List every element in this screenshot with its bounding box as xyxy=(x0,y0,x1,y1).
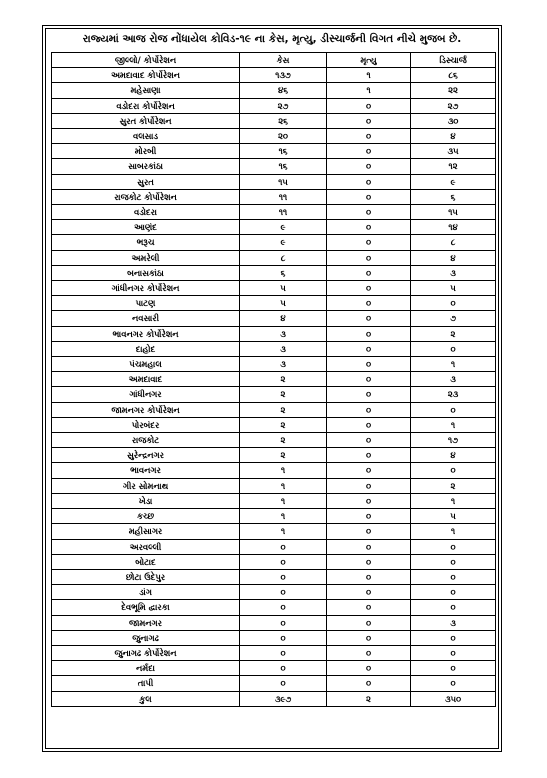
cell-cases: ૦ xyxy=(240,554,327,569)
table-row xyxy=(52,281,496,296)
cell-cases: ૨ xyxy=(240,448,327,463)
table-row xyxy=(52,235,496,250)
table-row xyxy=(52,220,496,235)
table-row xyxy=(52,402,496,417)
cell-discharged: ૨૭ xyxy=(411,98,496,113)
cell-deaths: ૦ xyxy=(327,554,411,569)
cell-discharged: ૦ xyxy=(411,463,496,478)
table-row xyxy=(52,433,496,448)
cell-discharged: ૨ xyxy=(411,478,496,493)
cell-district: સુરત xyxy=(52,174,240,189)
cell-discharged: ૦ xyxy=(411,539,496,554)
cell-deaths: ૦ xyxy=(327,250,411,265)
cell-deaths: ૦ xyxy=(327,493,411,508)
cell-deaths: ૦ xyxy=(327,235,411,250)
cell-district: ભાવનગર xyxy=(52,463,240,478)
cell-cases: ૮ xyxy=(240,250,327,265)
cell-deaths: ૦ xyxy=(327,296,411,311)
cell-deaths: ૦ xyxy=(327,433,411,448)
table-row xyxy=(52,144,496,159)
cell-district: દેવભૂમિ દ્વારકા xyxy=(52,600,240,615)
cell-discharged: ૭ xyxy=(411,311,496,326)
cell-discharged: ૦ xyxy=(411,645,496,660)
cell-discharged: ૩ xyxy=(411,372,496,387)
cell-deaths: ૦ xyxy=(327,281,411,296)
cell-cases: ૦ xyxy=(240,661,327,676)
cell-cases: ૧૩૭ xyxy=(240,68,327,83)
cell-district: જુનાગઢ xyxy=(52,630,240,645)
cell-discharged: ૪ xyxy=(411,129,496,144)
cell-district: બનાસકાંઠા xyxy=(52,265,240,280)
cell-deaths: ૦ xyxy=(327,265,411,280)
cell-deaths: ૦ xyxy=(327,630,411,645)
cell-deaths: ૦ xyxy=(327,615,411,630)
table-header-row xyxy=(52,53,496,68)
table-row xyxy=(52,372,496,387)
cell-discharged: ૦ xyxy=(411,676,496,691)
cell-district: મોરબી xyxy=(52,144,240,159)
cell-cases: ૫ xyxy=(240,281,327,296)
cell-discharged: ૧૪ xyxy=(411,220,496,235)
cell-discharged: ૩૫ xyxy=(411,144,496,159)
cell-cases: ૦ xyxy=(240,600,327,615)
cell-district: કચ્છ xyxy=(52,509,240,524)
cell-cases: ૨ xyxy=(240,417,327,432)
cell-deaths: ૦ xyxy=(327,417,411,432)
table-row xyxy=(52,478,496,493)
cell-discharged: ૬ xyxy=(411,189,496,204)
cell-deaths: ૦ xyxy=(327,144,411,159)
total-deaths: ૨ xyxy=(327,691,411,706)
cell-district: નર્મદા xyxy=(52,661,240,676)
table-row xyxy=(52,113,496,128)
cell-deaths: ૦ xyxy=(327,645,411,660)
cell-discharged: ૦ xyxy=(411,341,496,356)
table-row xyxy=(52,645,496,660)
total-label: કુલ xyxy=(52,691,240,706)
cell-deaths: ૦ xyxy=(327,113,411,128)
cell-district: નવસારી xyxy=(52,311,240,326)
cell-district: જુનાગઢ કોર્પોરેશન xyxy=(52,645,240,660)
table-row xyxy=(52,129,496,144)
cell-deaths: ૦ xyxy=(327,524,411,539)
cell-district: પંચમહાલ xyxy=(52,357,240,372)
total-discharged: ૩૫૦ xyxy=(411,691,496,706)
cell-district: જામનગર કોર્પોરેશન xyxy=(52,402,240,417)
cell-cases: ૧૬ xyxy=(240,144,327,159)
cell-cases: ૩ xyxy=(240,326,327,341)
table-row xyxy=(52,98,496,113)
cell-discharged: ૧ xyxy=(411,357,496,372)
cell-discharged: ૦ xyxy=(411,569,496,584)
cell-deaths: ૦ xyxy=(327,357,411,372)
cell-discharged: ૩૦ xyxy=(411,113,496,128)
cell-deaths: ૦ xyxy=(327,311,411,326)
table-row xyxy=(52,676,496,691)
table-row xyxy=(52,600,496,615)
cell-deaths: ૧ xyxy=(327,83,411,98)
total-cases: ૩૯૭ xyxy=(240,691,327,706)
cell-deaths: ૦ xyxy=(327,585,411,600)
cell-discharged: ૨૩ xyxy=(411,387,496,402)
cell-discharged: ૫ xyxy=(411,281,496,296)
table-row xyxy=(52,326,496,341)
cell-district: સુરત કોર્પોરેશન xyxy=(52,113,240,128)
cell-cases: ૬ xyxy=(240,265,327,280)
table-row xyxy=(52,341,496,356)
table-row xyxy=(52,189,496,204)
cell-discharged: ૩ xyxy=(411,615,496,630)
table-row xyxy=(52,387,496,402)
cell-discharged: ૪ xyxy=(411,250,496,265)
cell-deaths: ૦ xyxy=(327,372,411,387)
cell-discharged: ૦ xyxy=(411,600,496,615)
cell-discharged: ૯ xyxy=(411,174,496,189)
header-district: જીલ્લો/ કોર્પોરેશન xyxy=(52,53,240,68)
cell-cases: ૧ xyxy=(240,493,327,508)
table-row xyxy=(52,448,496,463)
cell-cases: ૦ xyxy=(240,585,327,600)
cell-cases: ૧૧ xyxy=(240,205,327,220)
cell-deaths: ૦ xyxy=(327,341,411,356)
cell-cases: ૧ xyxy=(240,524,327,539)
table-body xyxy=(52,68,496,691)
table-row xyxy=(52,585,496,600)
cell-cases: ૨ xyxy=(240,402,327,417)
cell-district: ગીર સોમનાથ xyxy=(52,478,240,493)
cell-deaths: ૦ xyxy=(327,387,411,402)
cell-district: અમદાવાદ xyxy=(52,372,240,387)
table-row xyxy=(52,615,496,630)
table-row xyxy=(52,174,496,189)
cell-deaths: ૦ xyxy=(327,600,411,615)
cell-district: ગાંધીનગર xyxy=(52,387,240,402)
table-row xyxy=(52,83,496,98)
header-discharged: ડિસ્ચાર્જ xyxy=(411,53,496,68)
cell-deaths: ૦ xyxy=(327,129,411,144)
cell-district: ગાંધીનગર કોર્પોરેશન xyxy=(52,281,240,296)
cell-cases: ૦ xyxy=(240,615,327,630)
cell-cases: ૩ xyxy=(240,341,327,356)
cell-district: સુરેન્દ્રનગર xyxy=(52,448,240,463)
cell-cases: ૦ xyxy=(240,676,327,691)
cell-district: સાબરકાંઠા xyxy=(52,159,240,174)
table-row xyxy=(52,159,496,174)
cell-cases: ૫ xyxy=(240,296,327,311)
cell-district: જામનગર xyxy=(52,615,240,630)
cell-cases: ૨૦ xyxy=(240,129,327,144)
table-row xyxy=(52,463,496,478)
cell-cases: ૧૬ xyxy=(240,159,327,174)
cell-cases: ૯ xyxy=(240,235,327,250)
cell-district: પાટણ xyxy=(52,296,240,311)
cell-district: તાપી xyxy=(52,676,240,691)
cell-deaths: ૦ xyxy=(327,569,411,584)
cell-district: ભાવનગર કોર્પોરેશન xyxy=(52,326,240,341)
cell-district: દાહોદ xyxy=(52,341,240,356)
cell-discharged: ૦ xyxy=(411,661,496,676)
cell-discharged: ૮૬ xyxy=(411,68,496,83)
cell-discharged: ૧ xyxy=(411,524,496,539)
cell-discharged: ૦ xyxy=(411,630,496,645)
cell-deaths: ૧ xyxy=(327,68,411,83)
cell-discharged: ૧૫ xyxy=(411,205,496,220)
cell-deaths: ૦ xyxy=(327,509,411,524)
table-row xyxy=(52,661,496,676)
cell-cases: ૨ xyxy=(240,433,327,448)
cell-deaths: ૦ xyxy=(327,98,411,113)
cell-discharged: ૧૭ xyxy=(411,433,496,448)
cell-district: વલસાડ xyxy=(52,129,240,144)
cell-cases: ૯ xyxy=(240,220,327,235)
header-cases: કેસ xyxy=(240,53,327,68)
cell-discharged: ૧ xyxy=(411,417,496,432)
header-deaths: મૃત્યુ xyxy=(327,53,411,68)
cell-discharged: ૪ xyxy=(411,448,496,463)
cell-deaths: ૦ xyxy=(327,676,411,691)
cell-discharged: ૧૨ xyxy=(411,159,496,174)
cell-deaths: ૦ xyxy=(327,478,411,493)
cell-deaths: ૦ xyxy=(327,463,411,478)
cell-deaths: ૦ xyxy=(327,402,411,417)
table-row xyxy=(52,630,496,645)
table-total-row xyxy=(52,691,496,706)
cell-district: અમરેલી xyxy=(52,250,240,265)
cell-discharged: ૮ xyxy=(411,235,496,250)
cell-cases: ૦ xyxy=(240,630,327,645)
covid-data-table xyxy=(51,52,496,707)
cell-discharged: ૦ xyxy=(411,585,496,600)
cell-district: અરવલ્લી xyxy=(52,539,240,554)
cell-district: મહેસાણા xyxy=(52,83,240,98)
cell-deaths: ૦ xyxy=(327,448,411,463)
cell-deaths: ૦ xyxy=(327,220,411,235)
table-row xyxy=(52,554,496,569)
cell-cases: ૨૭ xyxy=(240,98,327,113)
cell-cases: ૧ xyxy=(240,463,327,478)
table-row xyxy=(52,493,496,508)
report-title: રાજ્યમાં આજ રોજ નોંધાયેલ કોવિડ-૧૯ ના કેસ, મૃત્યુ, ડીસ્ચાર્જની વિગત નીચે મુજબ છે. xyxy=(82,33,462,45)
table-row xyxy=(52,265,496,280)
cell-district: ડાંગ xyxy=(52,585,240,600)
cell-deaths: ૦ xyxy=(327,661,411,676)
cell-discharged: ૦ xyxy=(411,296,496,311)
cell-cases: ૧ xyxy=(240,509,327,524)
cell-cases: ૧૧ xyxy=(240,189,327,204)
cell-deaths: ૦ xyxy=(327,326,411,341)
table-row xyxy=(52,417,496,432)
table-row xyxy=(52,250,496,265)
cell-cases: ૦ xyxy=(240,569,327,584)
cell-district: બોટાદ xyxy=(52,554,240,569)
cell-deaths: ૦ xyxy=(327,159,411,174)
table-row xyxy=(52,569,496,584)
cell-discharged: ૦ xyxy=(411,554,496,569)
cell-cases: ૧૫ xyxy=(240,174,327,189)
table-row xyxy=(52,524,496,539)
cell-district: ખેડા xyxy=(52,493,240,508)
cell-discharged: ૧ xyxy=(411,493,496,508)
cell-cases: ૨૬ xyxy=(240,113,327,128)
table-row xyxy=(52,357,496,372)
cell-deaths: ૦ xyxy=(327,539,411,554)
cell-district: રાજકોટ કોર્પોરેશન xyxy=(52,189,240,204)
table-row xyxy=(52,539,496,554)
table-row xyxy=(52,205,496,220)
cell-cases: ૨ xyxy=(240,387,327,402)
cell-district: ભરૂચ xyxy=(52,235,240,250)
cell-district: આણંદ xyxy=(52,220,240,235)
cell-cases: ૨ xyxy=(240,372,327,387)
cell-cases: ૪૬ xyxy=(240,83,327,98)
cell-district: રાજકોટ xyxy=(52,433,240,448)
cell-district: છોટા ઉદેપુર xyxy=(52,569,240,584)
cell-cases: ૦ xyxy=(240,645,327,660)
cell-cases: ૧ xyxy=(240,478,327,493)
cell-district: મહીસાગર xyxy=(52,524,240,539)
cell-district: વડોદરા કોર્પોરેશન xyxy=(52,98,240,113)
cell-cases: ૩ xyxy=(240,357,327,372)
cell-deaths: ૦ xyxy=(327,189,411,204)
table-row xyxy=(52,68,496,83)
cell-discharged: ૨૨ xyxy=(411,83,496,98)
table-row xyxy=(52,509,496,524)
cell-deaths: ૦ xyxy=(327,174,411,189)
table-row xyxy=(52,311,496,326)
cell-discharged: ૩ xyxy=(411,265,496,280)
cell-deaths: ૦ xyxy=(327,205,411,220)
cell-district: પોરબંદર xyxy=(52,417,240,432)
cell-discharged: ૦ xyxy=(411,402,496,417)
cell-district: અમદાવાદ કોર્પોરેશન xyxy=(52,68,240,83)
cell-cases: ૦ xyxy=(240,539,327,554)
table-row xyxy=(52,296,496,311)
cell-discharged: ૨ xyxy=(411,326,496,341)
cell-cases: ૪ xyxy=(240,311,327,326)
cell-district: વડોદરા xyxy=(52,205,240,220)
cell-discharged: ૫ xyxy=(411,509,496,524)
